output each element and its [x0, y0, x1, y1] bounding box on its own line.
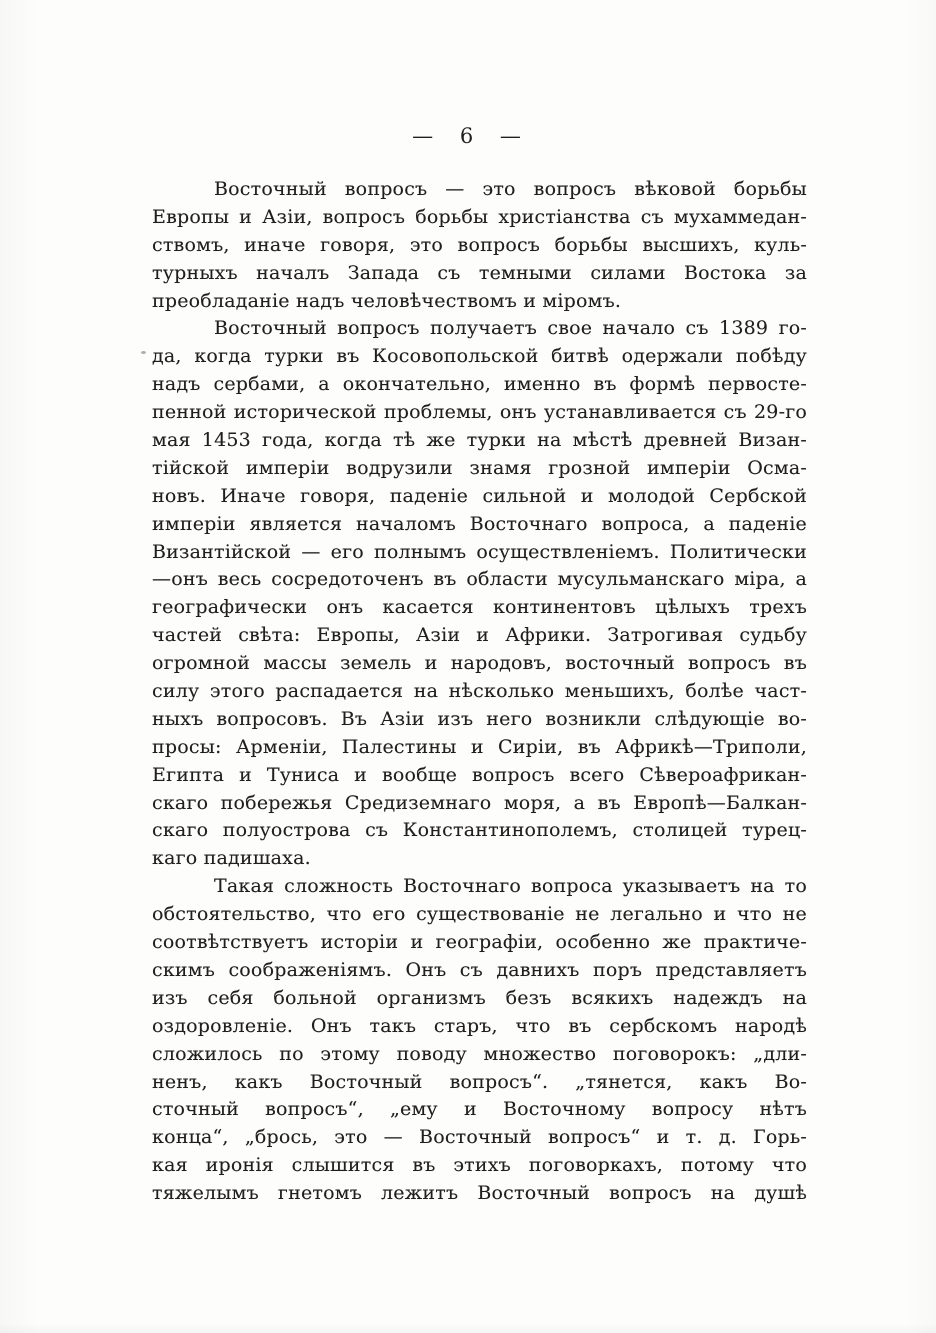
- text-line: оздоровленіе. Онъ такъ старъ, что въ сербскомъ народѣ: [152, 1014, 807, 1037]
- text-line: скимъ соображеніямъ. Онъ съ давнихъ поръ представляетъ: [152, 958, 807, 981]
- text-line: надъ сербами, а окончательно, именно въ формѣ первосте-: [152, 373, 807, 396]
- text-line: сточный вопросъ“, „ему и Восточному вопросу нѣтъ: [152, 1098, 807, 1121]
- text-line: соотвѣтствуетъ исторіи и географіи, особенно же практиче-: [152, 931, 807, 954]
- text-line: конца“, „брось, это — Восточный вопросъ“ и т. д. Горь-: [152, 1126, 807, 1149]
- text-line: мая 1453 года, когда тѣ же турки на мѣстѣ древней Визан-: [152, 429, 807, 452]
- text-line: тяжелымъ гнетомъ лежитъ Восточный вопросъ на душѣ: [152, 1182, 807, 1205]
- text-line: Византійской — его полнымъ осуществленіемъ. Политически: [152, 540, 807, 563]
- text-line: географически онъ касается континентовъ цѣлыхъ трехъ: [152, 596, 807, 619]
- text-line: Восточный вопросъ — это вопросъ вѣковой борьбы: [214, 178, 807, 200]
- text-line: частей свѣта: Европы, Азіи и Африки. Затрогивая судьбу: [152, 624, 807, 647]
- text-line: Такая сложность Восточнаго вопроса указываетъ на то: [214, 875, 807, 898]
- text-line: —онъ весь сосредоточенъ въ области мусульманскаго міра, а: [152, 568, 807, 591]
- text-line: да, когда турки въ Косовопольской битвѣ одержали побѣду: [152, 345, 807, 368]
- text-line: сложилось по этому поводу множество поговорокъ: „дли-: [152, 1042, 807, 1065]
- text-block: [152, 176, 807, 1208]
- page-number: — 6 —: [412, 124, 524, 148]
- text-line: кая иронія слышится въ этихъ поговоркахъ, потому что: [152, 1154, 807, 1177]
- text-line: просы: Арменіи, Палестины и Сиріи, въ Африкѣ—Триполи,: [152, 735, 807, 758]
- text-line: силу этого распадается на нѣсколько меньшихъ, болѣе част-: [152, 680, 807, 703]
- text-line: ненъ, какъ Восточный вопросъ“. „тянется, какъ Во-: [152, 1070, 807, 1093]
- text-line: новъ. Иначе говоря, паденіе сильной и молодой Сербской: [152, 484, 807, 507]
- text-line: тійской имперіи водрузили знамя грозной имперіи Осма-: [152, 456, 807, 479]
- text-line: скаго полуострова съ Константинополемъ, столицей турец-: [152, 819, 807, 842]
- text-line: изъ себя больной организмъ безъ всякихъ надеждъ на: [152, 986, 807, 1009]
- text-line: Восточный вопросъ получаетъ свое начало съ 1389 го-: [214, 317, 807, 340]
- text-line: Европы и Азіи, вопросъ борьбы христіанства съ мухаммедан-: [152, 205, 807, 228]
- text-line: пенной исторической проблемы, онъ устанавливается съ 29-го: [152, 401, 807, 424]
- text-line: имперіи является началомъ Восточнаго вопроса, а паденіе: [152, 512, 807, 535]
- text-line: обстоятельство, что его существованіе не легально и что не: [152, 903, 807, 926]
- text-line: скаго побережья Средиземнаго моря, а въ Европѣ—Балкан-: [152, 791, 807, 814]
- text-line: турныхъ началъ Запада съ темными силами Востока за: [152, 261, 807, 284]
- text-line: преобладаніе надъ человѣчествомъ и міромъ.: [152, 289, 622, 312]
- text-line: ствомъ, иначе говоря, это вопросъ борьбы высшихъ, куль-: [152, 233, 807, 256]
- text-line: ныхъ вопросовъ. Въ Азіи изъ него возникли слѣдующіе во-: [152, 707, 807, 730]
- text-line: огромной массы земель и народовъ, восточный вопросъ въ: [152, 652, 807, 675]
- text-line: Египта и Туниса и вообще вопросъ всего Сѣвероафрикан-: [152, 763, 807, 786]
- text-line: каго падишаха.: [152, 847, 311, 870]
- scan-speck: [141, 351, 146, 354]
